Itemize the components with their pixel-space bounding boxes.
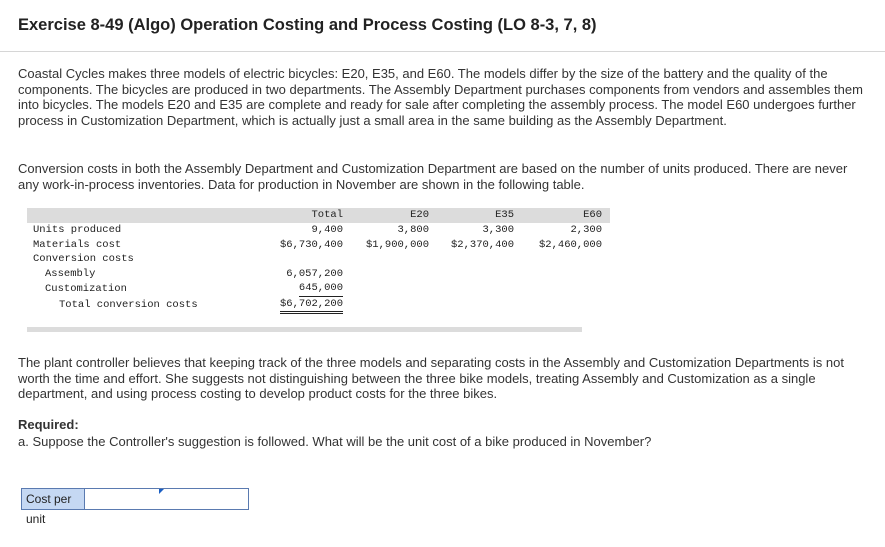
input-marker-icon	[159, 489, 164, 494]
row-label: Customization	[45, 282, 127, 295]
customization-total: 645,000	[299, 281, 343, 297]
row-label: Total conversion costs	[59, 299, 198, 311]
table-row	[27, 238, 610, 253]
header-total: Total	[273, 208, 351, 223]
table-row	[27, 281, 610, 297]
assembly-total: 6,057,200	[286, 267, 343, 280]
required-heading: Required:	[18, 417, 79, 432]
title-divider	[0, 51, 885, 52]
exercise-title: Exercise 8-49 (Algo) Operation Costing and Process Costing (LO 8-3, 7, 8)	[18, 16, 597, 34]
materials-e20: $1,900,000	[365, 238, 429, 251]
header-e35: E35	[435, 208, 520, 223]
requirement-a: a. Suppose the Controller's suggestion is followed. What will be the unit cost of a bike produced in November?	[18, 434, 652, 449]
cost-per-unit-input[interactable]	[85, 489, 248, 509]
row-label: Assembly	[45, 267, 96, 280]
units-e20: 3,800	[397, 224, 429, 236]
row-label: Units produced	[33, 224, 122, 236]
units-e35: 3,300	[482, 224, 514, 236]
materials-e60: $2,460,000	[538, 238, 602, 251]
units-total: 9,400	[311, 224, 343, 236]
table-row	[27, 252, 610, 267]
table-row	[27, 267, 610, 282]
row-label: Materials cost	[33, 238, 122, 251]
cost-per-unit-label: Cost per unit	[22, 489, 85, 509]
table-row	[27, 297, 610, 315]
table-bottom-bar	[27, 327, 582, 332]
controller-suggestion: The plant controller believes that keeping track of the three models and separating costs in the Assembly and Customization Departments is not worth the time and effort. She suggests not distinguishing between the three bike models, treating Assembly and Customization as a single department, and using process costing to develop product costs for the three bikes.	[18, 355, 844, 401]
header-e20: E20	[351, 208, 435, 223]
conversion-cost-description: Conversion costs in both the Assembly Department and Customization Department are based on the number of units produced. There are never any work-in-process inventories. Data for production in November are shown in the following table.	[18, 161, 848, 192]
table-row	[27, 223, 610, 238]
header-e60: E60	[520, 208, 610, 223]
materials-e35: $2,370,400	[450, 238, 514, 251]
row-label: Conversion costs	[33, 253, 134, 265]
units-e60: 2,300	[570, 224, 602, 236]
problem-description: Coastal Cycles makes three models of electric bicycles: E20, E35, and E60. The models differ by the size of the battery and the quality of the components. The bicycles are produced in two departments. The Assembly Department purchases components from vendors and assembles them into bicycles. The models E20 and E35 are complete and ready for sale after completing the assembly process. The model E60 undergoes further process in Customization Department, which is actually just a small area in the same building as the Assembly Department.	[18, 66, 863, 128]
answer-row	[21, 488, 249, 526]
production-data-table	[27, 208, 610, 314]
table-header-row	[27, 208, 610, 223]
total-conversion: $6,702,200	[280, 297, 343, 315]
materials-total: $6,730,400	[279, 238, 343, 251]
